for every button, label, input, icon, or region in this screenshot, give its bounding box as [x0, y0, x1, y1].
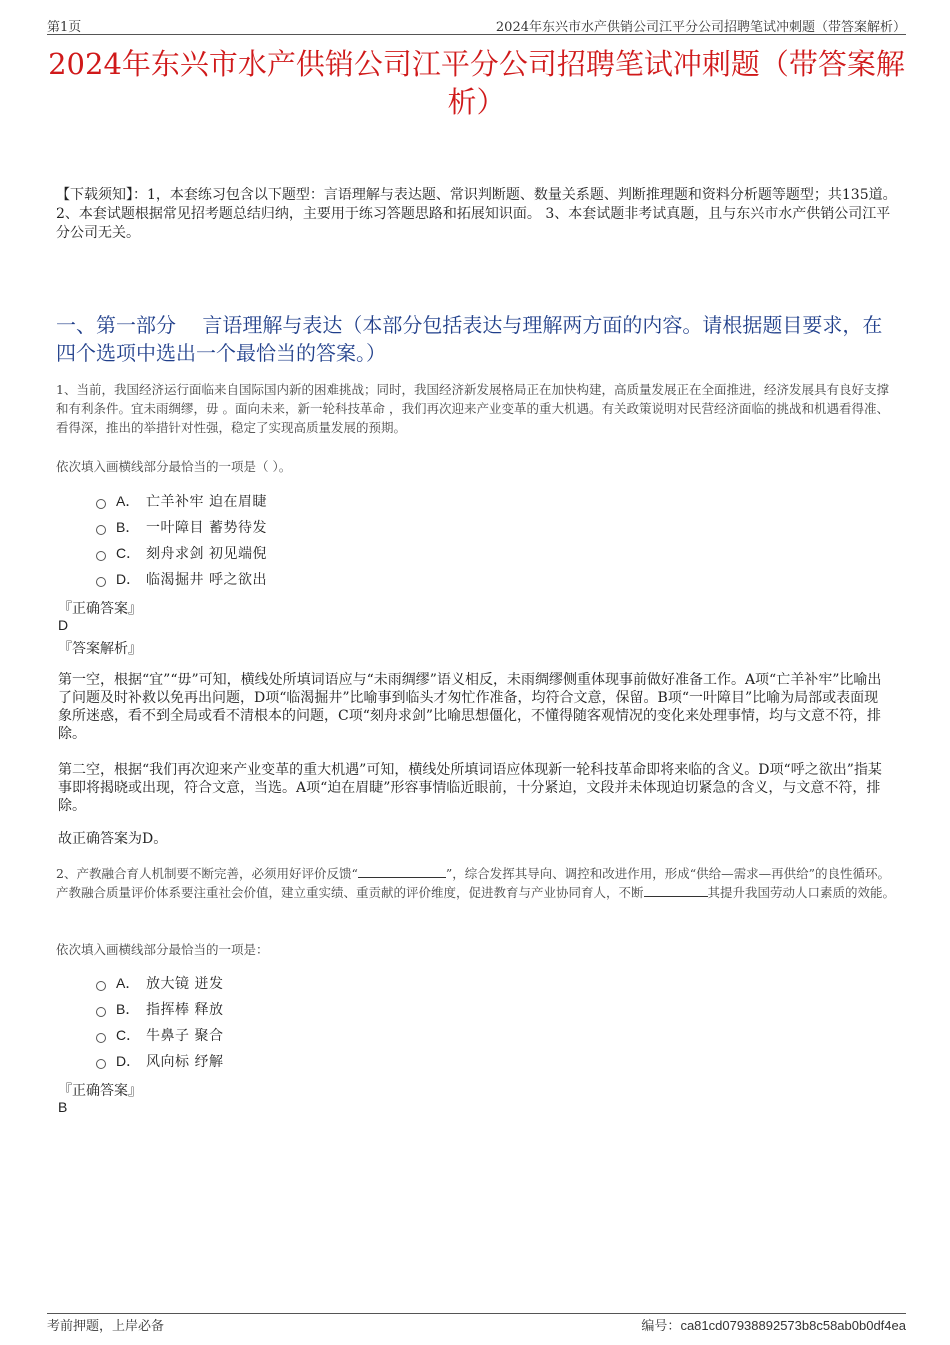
header-doc-title: 2024年东兴市水产供销公司江平分公司招聘笔试冲刺题（带答案解析）: [495, 20, 906, 35]
fill-blank: [358, 865, 446, 878]
question-2-prompt: 依次填入画横线部分最恰当的一项是：: [56, 942, 269, 957]
radio-icon[interactable]: [96, 1007, 106, 1017]
question-2-option-d[interactable]: D． 风向标 纾解: [96, 1048, 223, 1074]
question-1-option-d[interactable]: D． 临渴掘井 呼之欲出: [96, 566, 267, 592]
question-1-conclusion: 故正确答案为D。: [58, 831, 168, 847]
radio-icon[interactable]: [96, 1033, 106, 1043]
page-header: [47, 14, 906, 35]
question-1-option-b[interactable]: B． 一叶障目 蓄势待发: [96, 514, 267, 540]
radio-icon[interactable]: [96, 525, 106, 535]
page-footer: [47, 1313, 906, 1334]
document-code: 编号：ca81cd07938892573b8c58ab0b0df4ea: [641, 1318, 906, 1334]
radio-icon[interactable]: [96, 1059, 106, 1069]
radio-icon[interactable]: [96, 551, 106, 561]
question-1-answer: D: [58, 617, 69, 633]
question-1-options: [96, 488, 267, 592]
radio-icon[interactable]: [96, 577, 106, 587]
fill-blank: [644, 884, 708, 897]
page-number: 第1页: [47, 20, 82, 35]
question-2-option-c[interactable]: C． 牛鼻子 聚合: [96, 1022, 223, 1048]
document-title: 2024年东兴市水产供销公司江平分公司招聘笔试冲刺题（带答案解析）: [48, 47, 905, 119]
footer-slogan: 考前押题，上岸必备: [47, 1319, 165, 1334]
question-2-answer: B: [58, 1099, 68, 1115]
question-2-option-b[interactable]: B． 指挥棒 释放: [96, 996, 223, 1022]
question-2-options: [96, 970, 223, 1074]
question-2-text: 2、产教融合育人机制要不断完善，必须用好评价反馈“ ”，综合发挥其导向、调控和改进作用，形成“供给—需求—再供给”的良性循环。产教融合质量评价体系要注重社会价值，建立重实绩、重贡献的评价维度，促进教育与产业协同育人，不断 其提升我国劳动人口素质的效能。: [56, 866, 896, 900]
radio-icon[interactable]: [96, 499, 106, 509]
question-1-option-c[interactable]: C． 刻舟求剑 初见端倪: [96, 540, 267, 566]
question-1-answer-label: 『正确答案』: [58, 601, 142, 617]
radio-icon[interactable]: [96, 981, 106, 991]
download-notice: 【下载须知】：1，本套练习包含以下题型：言语理解与表达题、常识判断题、数量关系题、判断推理题和资料分析题等题型；共135道。 2、本套试题根据常见招考题总结归纳，主要用于练习答题思路和拓展知识面。 3、本套试题非考试真题，且与东兴市水产供销公司江平分公司无关。: [56, 187, 897, 241]
question-2-option-a[interactable]: A． 放大镜 迸发: [96, 970, 223, 996]
question-2-answer-label: 『正确答案』: [58, 1083, 142, 1099]
question-1-analysis-label: 『答案解析』: [58, 641, 142, 657]
question-1-analysis-paragraph: 第二空，根据“我们再次迎来产业变革的重大机遇”可知，横线处所填词语应体现新一轮科技革命即将来临的含义。D项“呼之欲出”指某事即将揭晓或出现，符合文意，当选。A项“迫在眉睫”形容事情临近眼前，十分紧迫，文段并未体现迫切紧急的含义，与文意不符，排除。: [58, 762, 882, 814]
question-1-analysis-paragraph: 第一空，根据“宜”“毋”可知，横线处所填词语应与“未雨绸缪”语义相反，未雨绸缪侧重体现事前做好准备工作。A项“亡羊补牢”比喻出了问题及时补救以免再出问题，D项“临渴掘井”比喻事到临头才匆忙作准备，均符合文意，保留。B项“一叶障目”比喻为局部或表面现象所迷惑，看不到全局或看不清根本的问题，C项“刻舟求剑”比喻思想僵化，不懂得随客观情况的变化来处理事情，均与文意不符，排除。: [58, 672, 882, 742]
question-1-prompt: 依次填入画横线部分最恰当的一项是（ ）。: [56, 459, 292, 474]
question-1-text: 1、当前，我国经济运行面临来自国际国内新的困难挑战；同时，我国经济新发展格局正在加快构建，高质量发展正在全面推进，经济发展具有良好支撑和有利条件。宜未雨绸缪，毋 。面向未来，新一轮科技革命 ，我们再次迎来产业变革的重大机遇。有关政策说明对民营经济面临的挑战和机遇看得准、看得深，推出的举措针对性强，稳定了实现高质量发展的预期。: [56, 382, 889, 435]
section-heading: 一、第一部分 言语理解与表达（本部分包括表达与理解两方面的内容。请根据题目要求，在四个选项中选出一个最恰当的答案。）: [56, 313, 883, 365]
question-1-option-a[interactable]: A． 亡羊补牢 迫在眉睫: [96, 488, 267, 514]
